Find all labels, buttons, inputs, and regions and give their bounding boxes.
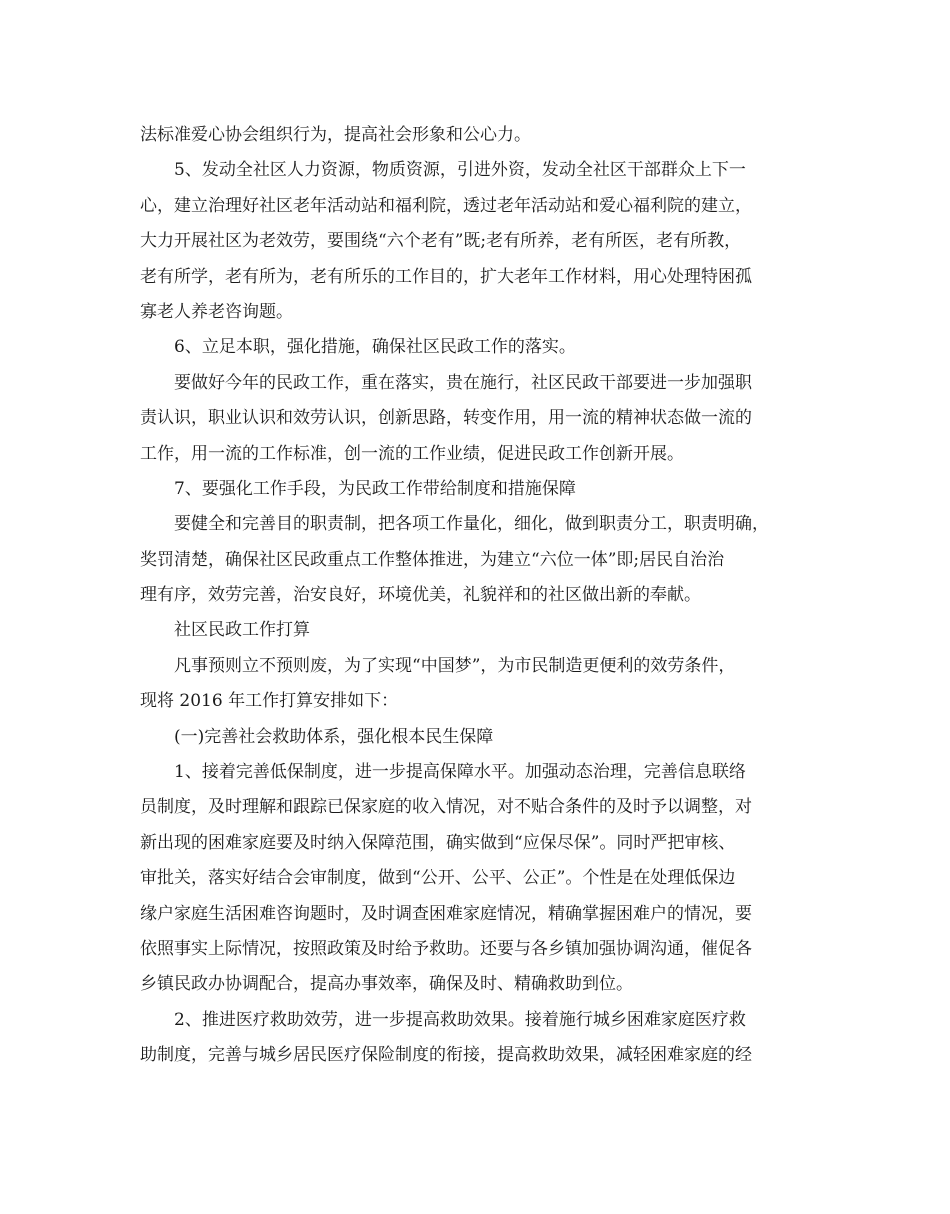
text-line: 凡事预则立不预则废，为了实现“中国梦”，为市民制造更便利的效劳条件， [174, 655, 736, 676]
text-line: 寡老人养老咨询题。 [140, 301, 293, 322]
text-line: 2、推进医疗救助效劳，进一步提高救助效果。接着施行城乡困难家庭医疗救 [174, 1009, 746, 1030]
text-line: 现将 2016 年工作打算安排如下： [140, 691, 399, 712]
text-line: 责认识，职业认识和效劳认识，创新思路，转变作用，用一流的精神状态做一流的 [140, 408, 752, 429]
text-line: 缘户家庭生活困难咨询题时，及时调查困难家庭情况，精确掌握困难户的情况，要 [140, 903, 752, 924]
text-line: 要健全和完善目的职责制，把各项工作量化，细化，做到职责分工，职责明确， [174, 514, 769, 535]
text-line: (一)完善社会救助体系，强化根本民生保障 [174, 726, 494, 747]
text-line: 员制度，及时理解和跟踪已保家庭的收入情况，对不贴合条件的及时予以调整，对 [140, 797, 752, 818]
text-line: 法标准爱心协会组织行为，提高社会形象和公心力。 [140, 125, 531, 145]
text-line: 理有序，效劳完善，治安良好，环境优美，礼貌祥和的社区做出新的奉献。 [140, 585, 701, 606]
text-line: 7、要强化工作手段，为民政工作带给制度和措施保障 [174, 478, 576, 499]
text-line: 审批关，落实好结合会审制度，做到“公开、公平、公正”。个性是在处理低保边 [140, 868, 736, 889]
text-line: 5、发动全社区人力资源，物质资源，引进外资，发动全社区干部群众上下一 [174, 160, 746, 181]
text-line: 要做好今年的民政工作，重在落实，贵在施行，社区民政干部要进一步加强职 [174, 372, 752, 393]
text-line: 新出现的困难家庭要及时纳入保障范围，确实做到“应保尽保”。同时严把审核、 [140, 832, 736, 853]
text-line: 大力开展社区为老效劳，要围绕“六个老有”既;老有所养，老有所医，老有所教， [140, 231, 742, 252]
text-line: 1、接着完善低保制度，进一步提高保障水平。加强动态治理，完善信息联络 [174, 762, 746, 783]
text-line: 奖罚清楚，确保社区民政重点工作整体推进，为建立“六位一体”即;居民自治治 [140, 549, 725, 570]
text-line: 工作，用一流的工作标准，创一流的工作业绩，促进民政工作创新开展。 [140, 443, 684, 464]
text-line: 社区民政工作打算 [174, 620, 310, 641]
text-line: 依照事实上际情况，按照政策及时给予救助。还要与各乡镇加强协调沟通，催促各 [140, 938, 752, 959]
document-body [140, 118, 820, 1074]
text-line: 老有所学，老有所为，老有所乐的工作目的，扩大老年工作材料，用心处理特困孤 [140, 266, 752, 287]
text-line: 心，建立治理好社区老年活动站和福利院，透过老年活动站和爱心福利院的建立， [140, 195, 752, 216]
text-line: 助制度，完善与城乡居民医疗保险制度的衔接，提高救助效果，减轻困难家庭的经 [140, 1045, 752, 1066]
text-line: 乡镇民政办协调配合，提高办事效率，确保及时、精确救助到位。 [140, 974, 633, 995]
text-line: 6、立足本职，强化措施，确保社区民政工作的落实。 [174, 337, 576, 358]
